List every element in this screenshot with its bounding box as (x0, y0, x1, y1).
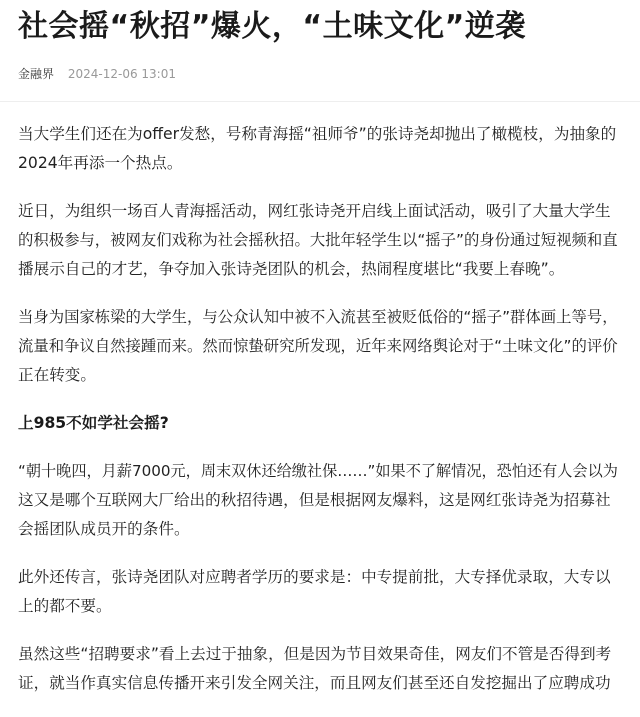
article-paragraph (18, 197, 622, 284)
article-paragraph (18, 640, 622, 698)
paragraph-line: 会摇团队成员开的条件。 (18, 520, 190, 538)
header-divider (0, 101, 640, 102)
paragraph-line: 此外还传言，张诗尧团队对应聘者学历的要求是：中专提前批，大专择优录取，大专以 (18, 568, 611, 586)
paragraph-line: 上的都不要。 (18, 597, 112, 615)
paragraph-line: 上985不如学社会摇? (18, 414, 169, 432)
paragraph-line: 播展示自己的才艺，争夺加入张诗尧团队的机会，热闹程度堪比“我要上春晚”。 (18, 260, 565, 278)
paragraph-line: 流量和争议自然接踵而来。然而惊蛰研究所发现，近年来网络舆论对于“土味文化”的评价 (18, 337, 618, 355)
paragraph-line: 当身为国家栋梁的大学生，与公众认知中被不入流甚至被贬低俗的“摇子”群体画上等号， (18, 308, 618, 326)
article-paragraph (18, 120, 622, 178)
paragraph-line: “朝十晚四，月薪7000元，周末双休还给缴社保……”如果不了解情况，恐怕还有人会以为 (18, 462, 618, 480)
article-paragraph (18, 457, 622, 544)
article-source[interactable]: 金融界 (18, 67, 55, 81)
article-body (18, 120, 622, 717)
article-paragraph (18, 563, 622, 621)
paragraph-line: 这又是哪个互联网大厂给出的秋招待遇，但是根据网友爆料，这是网红张诗尧为招募社 (18, 491, 611, 509)
article-title: 社会摇“秋招”爆火，“土味文化”逆袭 (18, 9, 526, 44)
publish-date: 2024-12-06 13:01 (67, 67, 176, 81)
paragraph-line: 近日，为组织一场百人青海摇活动，网红张诗尧开启线上面试活动，吸引了大量大学生 (18, 202, 611, 220)
paragraph-line: 证，就当作真实信息传播开来引发全网关注，而且网友们甚至还自发挖掘出了应聘成功 (18, 674, 611, 692)
section-heading (18, 409, 622, 438)
paragraph-line: 的积极参与，被网友们戏称为社会摇秋招。大批年轻学生以“摇子”的身份通过短视频和直 (18, 231, 618, 249)
paragraph-line: 2024年再添一个热点。 (18, 154, 183, 172)
article-paragraph (18, 303, 622, 390)
paragraph-line: 正在转变。 (18, 366, 96, 384)
article-meta (18, 66, 176, 82)
paragraph-line: 虽然这些“招聘要求”看上去过于抽象，但是因为节目效果奇佳，网友们不管是否得到考 (18, 645, 612, 663)
paragraph-line: 当大学生们还在为offer发愁，号称青海摇“祖师爷”的张诗尧却抛出了橄榄枝，为抽象的 (18, 125, 617, 143)
